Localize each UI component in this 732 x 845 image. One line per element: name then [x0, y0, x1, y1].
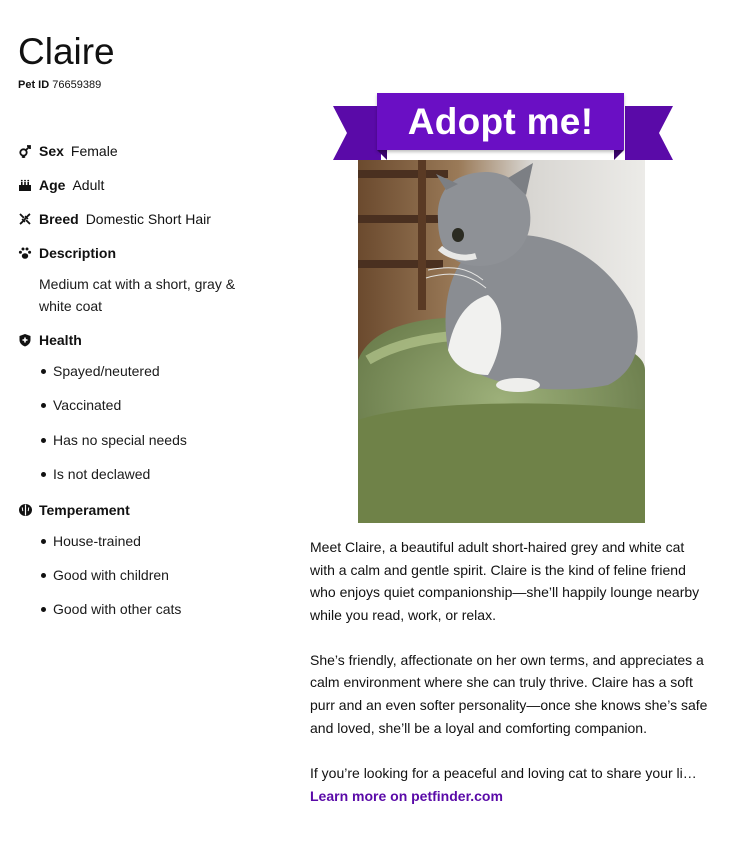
list-item: Good with other cats	[39, 598, 277, 620]
adopt-me-text: Adopt me!	[407, 100, 594, 142]
health-list	[17, 360, 277, 485]
cake-icon	[17, 177, 33, 193]
list-item: Has no special needs	[39, 429, 277, 451]
breed-label: Breed	[39, 211, 79, 227]
bio-paragraph-2: She’s friendly, affectionate on her own terms, and appreciates a calm environment where she can truly thrive. Claire has a soft purr and an even softer personality—once she knows she’s safe and loved, she’ll be a loyal and comforting companion.	[310, 651, 708, 736]
age-label: Age	[39, 177, 66, 193]
adopt-me-banner	[377, 93, 624, 150]
pet-id-label: Pet ID	[18, 79, 50, 91]
pet-id-value: 76659389	[52, 79, 102, 91]
temperament-label: Temperament	[39, 501, 130, 518]
pet-details	[17, 140, 277, 633]
ribbon-tail-right	[625, 106, 673, 160]
pet-name: Claire	[18, 31, 115, 72]
list-item: Spayed/neutered	[39, 360, 277, 382]
list-item: Vaccinated	[39, 394, 277, 416]
description-text: Medium cat with a short, gray & white coat	[39, 276, 236, 314]
bio-paragraph-3: If you’re looking for a peaceful and loving cat to share your li…	[310, 764, 697, 781]
shield-icon	[17, 332, 33, 348]
list-item: House-trained	[39, 530, 277, 552]
temperament-row	[17, 499, 277, 521]
petfinder-link[interactable]: Learn more on petfinder.com	[310, 787, 503, 804]
brain-icon	[17, 502, 33, 518]
adopt-photo	[333, 93, 673, 523]
pet-bio	[310, 536, 710, 807]
bio-paragraph-1: Meet Claire, a beautiful adult short-haired grey and white cat with a calm and gentle spirit. Claire is the kind of feline friend who enjoys quiet companionship—she’ll happily lounge nearby while you read, work, or relax.	[310, 539, 700, 623]
description-label: Description	[39, 245, 117, 261]
list-item: Is not declawed	[39, 463, 277, 485]
sex-label: Sex	[39, 143, 64, 159]
health-label: Health	[39, 332, 82, 348]
ribbon-tail-left	[333, 106, 381, 160]
description-row	[17, 242, 277, 264]
temperament-list	[17, 530, 277, 621]
sex-row	[17, 140, 277, 162]
paw-icon	[17, 245, 33, 261]
gender-icon	[17, 143, 33, 159]
age-row	[17, 174, 277, 196]
health-row	[17, 329, 277, 351]
pet-id	[18, 79, 101, 91]
dna-icon	[17, 211, 33, 227]
sex-value: Female	[70, 143, 118, 159]
list-item: Good with children	[39, 564, 277, 586]
age-value: Adult	[72, 177, 105, 193]
breed-value: Domestic Short Hair	[85, 211, 211, 227]
breed-row	[17, 208, 277, 230]
cat-photo	[358, 160, 645, 523]
